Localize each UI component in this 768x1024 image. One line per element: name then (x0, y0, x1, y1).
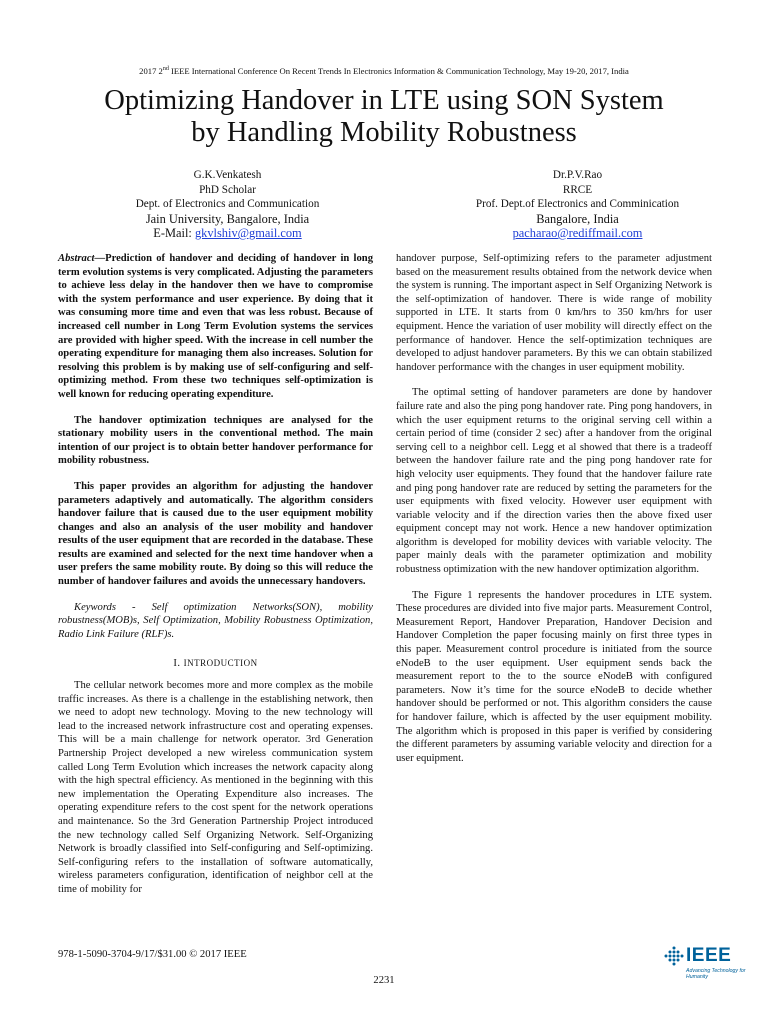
section-heading (58, 657, 373, 671)
body-paragraph-2: The optimal setting of handover parameters are done by handover failure rate and also the ping pong handover rate. Ping pong handovers, in which the user equipment returns to the original serving cell within a certain period of time (consider 2 sec) after a handover from the original serving cell to a neighbor cell. Legg et al showed that there is a tradeoff between the handover failure rate and the ping pong handover rate for high velocity user equipments. They found that the handover failure rate and ping pong handover rate are reduced by setting the parameters for the user equipments with fixed velocity. However user equipment with variable velocity and if the direction varies then the above fixed user equipment concept may not work. Hence a new handover optimization algorithm is developed for mobility devices with variable velocity. The paper mainly deals with the parameter optimization and mobility robustness optimization with the new handover optimization algorithm. (396, 387, 712, 576)
author-email-line (390, 226, 765, 241)
author-block-1 (40, 168, 415, 241)
page-number: 2231 (373, 975, 395, 986)
intro-paragraph-1: The cellular network becomes more and more complex as the mobile traffic increases. As there is a challenge in the establishing network, then we need to adopt new technology. Moving to the new technology will lead to the increased network infrastructure cost and operating expenses. This will be a main challenge for network operator. 3rd Generation Partnership Project developed a new wireless communication system called Long Term Evolution which increases the network capacity along with the high spectral efficiency. As mentioned in the beginning with this new implementation the Operating Expenditure also increases. The operating expenditure refers to the cost spent for the network operations and maintenance. So the 3rd Generation Partnership Project introduced the new technology called Self Organizing Network. Self-Organizing Network is broadly classified into Self-configuring and Self-optimizing. Self-configuring refers to the installation of software automatically, wireless parameters configuration, identification of neighbor cell at the time of mobility for (58, 680, 373, 895)
title-line-1: Optimizing Handover in LTE using SON System (104, 85, 664, 116)
author-affiliation: Bangalore, India (536, 211, 619, 226)
abstract-paragraph-2: The handover optimization techniques are analysed for the stationary mobility users in the conventional method. The main intention of our project is to obtain better handover performance for mobility robustness. (58, 414, 373, 467)
section-number: I. (173, 658, 181, 670)
email-label: E-Mail: (153, 226, 192, 240)
section-title: INTRODUCTION (183, 658, 258, 669)
author-dept: Prof. Dept.of Electronics and Comminication (475, 198, 680, 210)
ieee-diamond-icon (664, 946, 684, 966)
author-role: PhD Scholar (199, 183, 256, 196)
ieee-wordmark: IEEE (686, 945, 732, 966)
abstract-paragraph-1 (58, 252, 373, 402)
author-email-line (40, 226, 415, 241)
abstract-label: Abstract (58, 253, 95, 264)
keywords: Keywords - Self optimization Networks(SON), mobility robustness(MOB)s, Self Optimization, Mobility Robustness Optimization, Radio Link Failure (RLF)s. (58, 601, 373, 640)
left-column (58, 252, 373, 897)
author-email-link[interactable]: pacharao@rediffmail.com (512, 226, 643, 240)
abstract-paragraph-3: This paper provides an algorithm for adjusting the handover parameters adaptively and automatically. The algorithm considers handover failure that is caused due to the user equipment mobility changes and also an analysis of the user mobility and handover results of the user equipment that are recorded in the database. These results are examined and selected for the next time handover when a user prefers the same mobility route. By doing so this will reduce the number of handover failures and avoids the unnecessary handovers. (58, 480, 373, 588)
copyright-notice: 978-1-5090-3704-9/17/$31.00 © 2017 IEEE (58, 949, 247, 960)
author-name: Dr.P.V.Rao (552, 169, 603, 181)
author-name: G.K.Venkatesh (193, 169, 262, 181)
author-affiliation: Jain University, Bangalore, India (145, 211, 310, 226)
author-email-link[interactable]: gkvlshiv@gmail.com (194, 226, 302, 240)
author-role: RRCE (562, 183, 593, 196)
ieee-logo (664, 944, 746, 988)
ieee-tagline: Advancing Technology for Humanity (686, 968, 746, 980)
body-paragraph-1: handover purpose, Self-optimizing refers to the parameter adjustment based on the measurement results obtained from the network device when the system is running. The important aspect in Self Organizing Network is the self-optimization of handover. There is wide range of mobility supported in LTE. It starts from 0 km/hrs to 350 km/hrs for user equipment. Hence the variation of user mobility will directly effect on the performance of handover. Hence the self-optimization techniques are developed to adjust handover parameters. By this we can obtain stabilized handover performance with the changes in user equipment mobility. (396, 253, 712, 373)
author-dept: Dept. of Electronics and Communication (135, 198, 320, 210)
title-line-2: by Handling Mobility Robustness (191, 117, 577, 148)
right-column (396, 252, 712, 765)
author-block-2 (390, 168, 765, 241)
body-paragraph-3: The Figure 1 represents the handover procedures in LTE system. These procedures are divided into five major parts. Measurement Control, Measurement Report, Handover Preparation, Handover Decision and Handover Completion the paper focusing mainly on first three types in this paper. Measurement control procedure is initiated from the source eNodeB to the user equipment. User equipment sends back the measurement report to the to the source eNodeB with configured parameters. Now it’s time for the source eNodeB to decide whether handover should be performed or not. This algorithm considers the cause for handover failure, which is affected by the user equipment mobility. The algorithm which is proposed in this paper is verified by considering the different parameters by assuming variable velocity and direction for a user equipment. (396, 589, 712, 764)
paper-title (30, 85, 738, 149)
conference-header: 2017 2nd IEEE International Conference On Recent Trends In Electronics Information & Communication Technology, May 19-20, 2017, India (139, 66, 629, 76)
abstract-text: —Prediction of handover and deciding of handover in long term evolution systems is very complicated. Adjusting the parameters to achieve less delay in the handover then we have to compromise with the system performance and user experience. By doing that it was consuming more time and even that was less robust. Because of increased cell number in Long Term Evolution systems the services are provided with higher speed. With the increase in cell number the operating expenditure for managing them also increases. Solution for resolving this problem is by making use of self-configuring and self-optimizing method. From these two techniques self-optimization is well known for reducing operating expenditure. (58, 253, 373, 400)
